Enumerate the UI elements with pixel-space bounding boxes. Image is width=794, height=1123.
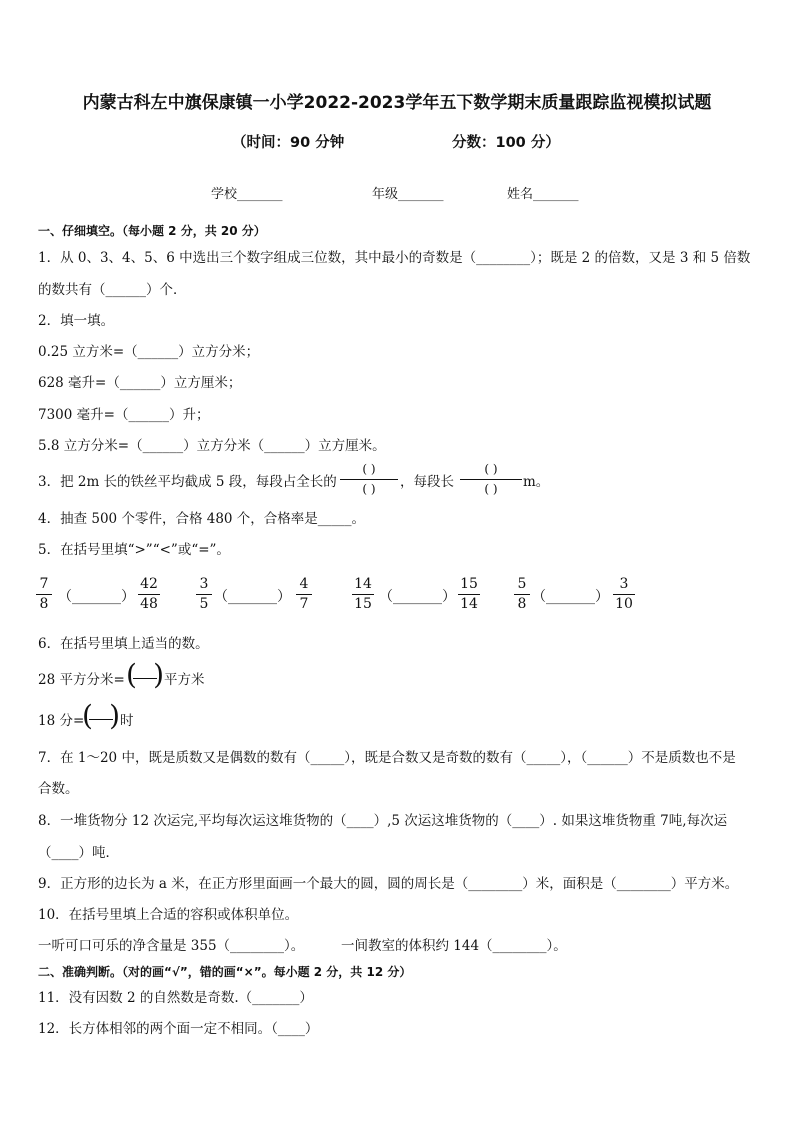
q3-frac2-num: ( ): [484, 462, 498, 476]
q7-line1: 7．在 1～20 中，既是质数又是偶数的数有（_____），既是合数又是奇数的数有（_____），（______）不是质数也不是: [38, 750, 736, 766]
grade-field: 年级_______: [372, 187, 444, 202]
q6-title: 6．在括号里填上适当的数。: [38, 636, 209, 652]
q7-line2: 合数。: [38, 781, 79, 797]
q2-a: 0.25 立方米=（______）立方分米；: [38, 344, 260, 360]
exam-score: 分数：100 分）: [452, 135, 560, 151]
q6-b-blank: ( ): [82, 699, 120, 732]
q10-b: 一间教室的体积约 144（________）。: [341, 938, 567, 954]
q8-line2: （____）吨．: [38, 845, 119, 861]
q6-a-pre: 28 平方分米=: [38, 672, 125, 688]
q5-title: 5．在括号里填“>”“<”或“=”。: [38, 542, 230, 558]
q10-title: 10．在括号里填上合适的容积或体积单位。: [38, 907, 299, 923]
q11: 11．没有因数 2 的自然数是奇数.（_______）: [38, 990, 313, 1006]
q2-title: 2．填一填。: [38, 313, 115, 329]
q5-4-blank: （_______）: [532, 589, 609, 605]
q5-3-left-fraction: 14 15: [352, 576, 374, 613]
q5-3-blank: （_______）: [379, 589, 456, 605]
q5-1-blank: （_______）: [58, 589, 135, 605]
q5-4-left-fraction: 5 8: [514, 576, 530, 613]
q3-frac1-num: ( ): [362, 462, 376, 476]
q3-post: m。: [523, 474, 550, 490]
q6-a-post: 平方米: [164, 672, 205, 688]
q3-fraction1: [340, 461, 398, 498]
school-field: 学校_______: [211, 187, 283, 202]
q6-b-post: 时: [120, 713, 134, 729]
q5-2-right-fraction: 4 7: [296, 576, 312, 613]
q8-line1: 8．一堆货物分 12 次运完,平均每次运这堆货物的（____）,5 次运这堆货物的（____）. 如果这堆货物重 7吨,每次运: [38, 813, 728, 829]
q5-4-right-fraction: 3 10: [613, 576, 635, 613]
q2-c: 7300 毫升=（______）升；: [38, 407, 210, 423]
q9: 9．正方形的边长为 a 米，在正方形里面画一个最大的圆，圆的周长是（________）米，面积是（________）平方米。: [38, 876, 739, 892]
q12: 12．长方体相邻的两个面一定不相同。（____）: [38, 1021, 319, 1037]
q10-a: 一听可口可乐的净含量是 355（________）。: [38, 938, 305, 954]
q3-pre: 3．把 2m 长的铁丝平均截成 5 段，每段占全长的: [38, 474, 337, 490]
section1-heading: 一、仔细填空。（每小题 2 分，共 20 分）: [38, 224, 266, 238]
q4: 4．抽查 500 个零件，合格 480 个，合格率是_____。: [38, 511, 366, 527]
q5-2-blank: （_______）: [214, 589, 291, 605]
q3-frac1-den: ( ): [362, 482, 376, 496]
exam-title: 内蒙古科左中旗保康镇一小学2022-2023学年五下数学期末质量跟踪监视模拟试题: [82, 93, 712, 113]
q6-b-pre: 18 分=: [38, 713, 85, 729]
q5-1-left-fraction: 7 8: [36, 576, 52, 613]
q5-3-right-fraction: 15 14: [458, 576, 480, 613]
q3-fraction2: [460, 461, 522, 498]
q5-1-right-fraction: 42 48: [138, 576, 160, 613]
q3-frac2-den: ( ): [484, 482, 498, 496]
q5-2-left-fraction: 3 5: [196, 576, 212, 613]
name-field: 姓名_______: [507, 187, 579, 202]
q1-line1: 1．从 0、3、4、5、6 中选出三个数字组成三位数，其中最小的奇数是（________）；既是 2 的倍数，又是 3 和 5 倍数: [38, 250, 751, 266]
q6-a-blank: ( ): [126, 658, 164, 691]
exam-time: （时间：90 分钟: [232, 135, 345, 151]
section2-heading: 二、准确判断。（对的画“√”，错的画“×”。每小题 2 分，共 12 分）: [38, 965, 412, 979]
q2-d: 5.8 立方分米=（______）立方分米（______）立方厘米。: [38, 438, 386, 454]
q3-mid: ，每段长: [400, 474, 454, 490]
q2-b: 628 毫升=（______）立方厘米；: [38, 375, 242, 391]
q1-line2: 的数共有（______）个．: [38, 282, 187, 298]
